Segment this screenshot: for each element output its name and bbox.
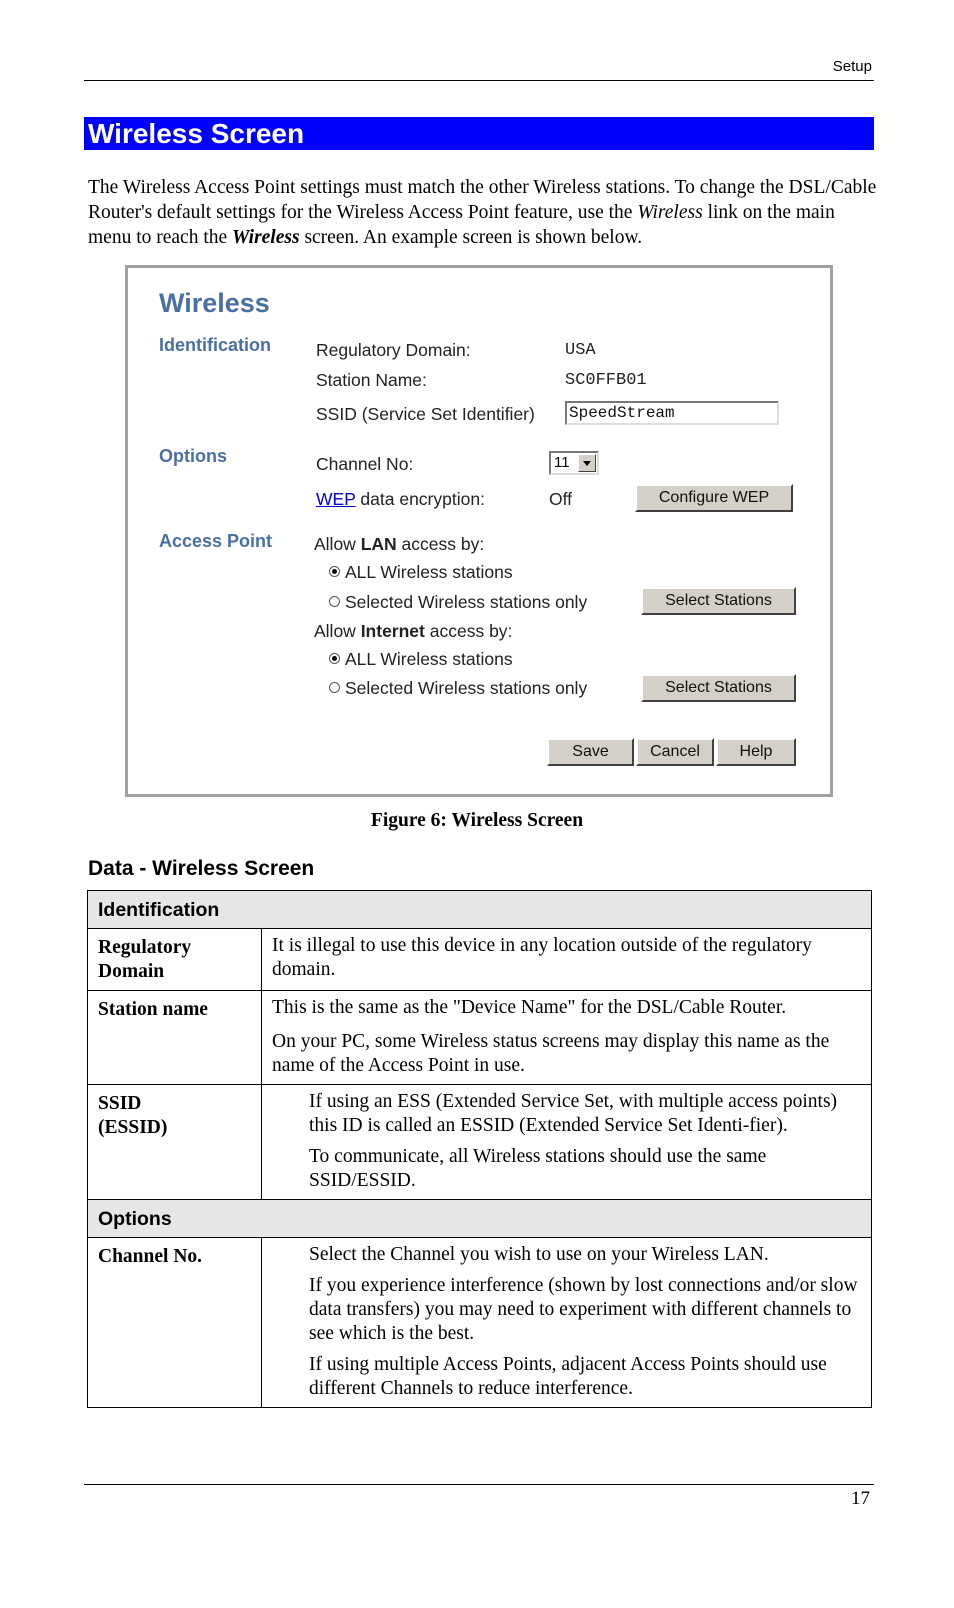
wep-row — [316, 489, 485, 510]
internet-all-option[interactable]: ALL Wireless stations — [329, 649, 513, 670]
desc-regulatory-domain: It is illegal to use this device in any location outside of the regulatory domain. — [262, 929, 872, 991]
configure-wep-button[interactable]: Configure WEP — [635, 484, 793, 512]
access-point-heading: Access Point — [159, 531, 273, 551]
lan-all-option[interactable]: ALL Wireless stations — [329, 562, 513, 583]
section-title: Wireless Screen — [84, 117, 874, 150]
allow-lan-label: Allow LAN access by: — [314, 534, 485, 554]
wireless-screen-figure — [125, 265, 833, 797]
table-section-options: Options — [88, 1200, 872, 1238]
data-table — [87, 890, 872, 1408]
internet-selected-option[interactable]: Selected Wireless stations only — [329, 678, 587, 699]
desc-station-name: This is the same as the "Device Name" for the DSL/Cable Router. On your PC, some Wireless status screens may display this name as the name of the Access Point in use. — [262, 991, 872, 1085]
radio-unselected-icon[interactable] — [329, 596, 340, 607]
table-row — [88, 1085, 872, 1200]
cancel-button[interactable]: Cancel — [636, 738, 714, 766]
table-section-identification: Identification — [88, 891, 872, 929]
footer-rule — [84, 1484, 874, 1485]
chevron-down-icon[interactable] — [578, 454, 596, 472]
radio-selected-icon[interactable] — [329, 566, 340, 577]
help-button[interactable]: Help — [716, 738, 796, 766]
table-row — [88, 1200, 872, 1238]
channel-select-value: 11 — [554, 454, 570, 471]
page-number: 17 — [851, 1488, 870, 1509]
desc-ssid: If using an ESS (Extended Service Set, with multiple access points) this ID is called an ESSID (Extended Service Set Identi-fier). To communicate, all Wireless stations should use the same SSID/ESSID. — [262, 1085, 872, 1200]
channel-select[interactable] — [549, 451, 599, 475]
ssid-input[interactable]: SpeedStream — [565, 401, 779, 425]
table-row — [88, 1238, 872, 1408]
allow-internet-label: Allow Internet access by: — [314, 621, 513, 641]
data-heading: Data - Wireless Screen — [88, 857, 315, 880]
radio-selected-icon[interactable] — [329, 653, 340, 664]
ssid-label: SSID (Service Set Identifier) — [316, 404, 535, 424]
figure-title: Wireless — [159, 288, 270, 318]
term-station-name: Station name — [88, 991, 262, 1085]
lan-selected-option[interactable]: Selected Wireless stations only — [329, 592, 587, 613]
table-row — [88, 991, 872, 1085]
station-name-value: SC0FFB01 — [565, 371, 647, 390]
term-regulatory-domain: Regulatory Domain — [88, 929, 262, 991]
internet-select-stations-button[interactable]: Select Stations — [641, 674, 796, 702]
table-row — [88, 929, 872, 991]
regulatory-domain-label: Regulatory Domain: — [316, 340, 471, 360]
wep-link[interactable]: WEP — [316, 489, 356, 509]
regulatory-domain-value: USA — [565, 341, 596, 360]
term-channel-no: Channel No. — [88, 1238, 262, 1408]
table-row — [88, 891, 872, 929]
figure-caption: Figure 6: Wireless Screen — [370, 810, 584, 831]
header-rule — [84, 80, 874, 81]
lan-select-stations-button[interactable]: Select Stations — [641, 587, 796, 615]
radio-unselected-icon[interactable] — [329, 682, 340, 693]
wep-label: data encryption: — [355, 489, 485, 509]
identification-heading: Identification — [159, 335, 271, 355]
term-ssid: SSID (ESSID) — [88, 1085, 262, 1200]
save-button[interactable]: Save — [547, 738, 634, 766]
station-name-label: Station Name: — [316, 370, 427, 390]
desc-channel-no: Select the Channel you wish to use on your Wireless LAN. If you experience interference (shown by lost connections and/or slow data transfers) you may need to experiment with different channels to see which is the best. If using multiple Access Points, adjacent Access Points should use different Channels to reduce interference. — [262, 1238, 872, 1408]
channel-label: Channel No: — [316, 454, 414, 474]
wep-value: Off — [549, 489, 573, 509]
intro-paragraph: The Wireless Access Point settings must match the other Wireless stations. To change the DSL/Cable Router's default settings for the Wireless Access Point feature, use the Wireless link on the main menu to reach the Wireless screen. An example screen is shown below. — [88, 177, 877, 248]
running-header: Setup — [832, 58, 872, 75]
options-heading: Options — [159, 446, 227, 466]
